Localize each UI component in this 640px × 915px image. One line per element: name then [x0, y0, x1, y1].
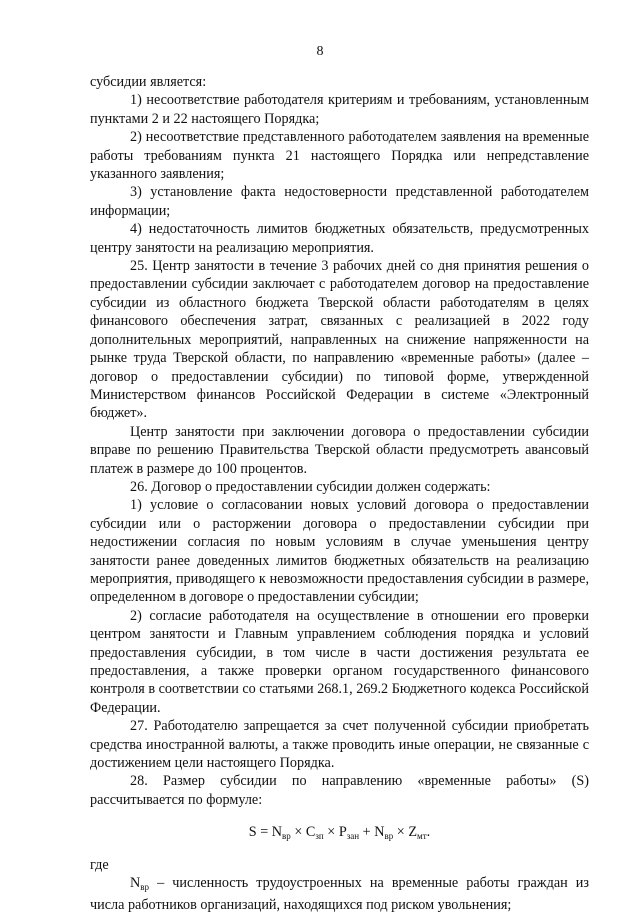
paragraph: 26. Договор о предоставлении субсидии должен содержать: — [130, 478, 491, 495]
definition-text: – численность трудоустроенных на временные работы граждан из числа работников организаций, находящихся под риском увольнения; — [90, 875, 589, 914]
paragraph: субсидии является: — [90, 74, 207, 90]
where-label: где — [90, 856, 109, 873]
formula-subscript: зп — [315, 831, 324, 842]
formula-symbol: Р — [338, 824, 347, 841]
paragraph: 1) условие о согласовании новых условий договора о предоставлении субсидии или о расторжении договора о предоставлении субсидии при недостижении согласия по новым условиям в случае уменьшения центру занятости ранее доведенных лимитов бюджетных обязательств на реализацию мероприятия, приводящего к невозможности предоставления субсидии в размере, определенном в договоре о предоставлении субсидии; — [90, 497, 589, 606]
paragraph: Центр занятости при заключении договора о предоставлении субсидии вправе по решению Правительства Тверской области предусмотреть авансовый платеж в размере до 100 процентов. — [90, 423, 589, 477]
formula-operator: × — [323, 824, 339, 841]
formula-subscript: вр — [282, 831, 291, 842]
definition-subscript: вр — [140, 882, 149, 893]
paragraph: 1) несоответствие работодателя критериям и требованиям, установленным пунктами 2 и 22 настоящего Порядка; — [90, 92, 589, 127]
paragraph: 2) согласие работодателя на осуществление в отношении его проверки центром занятости и Главным управлением соблюдения порядка и условий предоставления субсидии, в том числе в части достижения результата ее предоставления, а также проверки органом государственного финансового контроля в соответствии со статьями 268.1, 269.2 Бюджетного кодекса Российской Федерации. — [90, 607, 589, 716]
formula-operator: = — [256, 824, 272, 841]
formula-subscript: зан — [346, 831, 360, 842]
formula-symbol: S — [248, 824, 257, 841]
paragraph: 25. Центр занятости в течение 3 рабочих дней со дня принятия решения о предоставлении субсидии заключает с работодателем договор на предоставление субсидии из областного бюджета Тверской области работодателям в целях финансового обеспечения затрат, связанных с реализацией в 2022 году дополнительных мероприятий, направленных на снижение напряженности на рынке труда Тверской области, по направлению «временные работы» (далее – договор о предоставлении субсидии) по типовой форме, утвержденной Министерством финансов Российской Федерации в системе «Электронный бюджет». — [90, 258, 589, 422]
paragraph: 2) несоответствие представленного работодателем заявления на временные работы требованиям пункта 21 настоящего Порядка или непредставление указанного заявления; — [90, 129, 589, 183]
paragraph: 28. Размер субсидии по направлению «временные работы» (S) рассчитывается по формуле: — [90, 773, 589, 808]
paragraph: 3) установление факта недостоверности представленной работодателем информации; — [90, 184, 589, 219]
subsidy-formula — [90, 823, 589, 845]
document-body — [90, 73, 589, 915]
definition-block — [90, 874, 589, 915]
paragraph: 27. Работодателю запрещается за счет полученной субсидии приобретать средства иностранной валюты, а также проводить иные операции, не связанные с достижением цели настоящего Порядка. — [90, 718, 589, 772]
formula-operator: × — [393, 824, 409, 841]
formula-subscript: вр — [384, 831, 394, 842]
definition-paragraph — [90, 874, 589, 915]
paragraph: 4) недостаточность лимитов бюджетных обязательств, предусмотренных центру занятости на реализацию мероприятия. — [90, 221, 589, 256]
formula-symbol: С — [305, 824, 316, 841]
formula-symbol: Z — [408, 824, 418, 841]
formula-symbol: N — [271, 824, 283, 841]
formula-operator: × — [290, 824, 306, 841]
formula-operator: + — [359, 824, 375, 841]
page-number: 8 — [316, 44, 324, 59]
definition-symbol: N — [130, 875, 141, 892]
formula-subscript: мт — [417, 831, 427, 842]
formula-terminator: . — [426, 824, 431, 841]
formula-symbol: N — [374, 824, 385, 841]
